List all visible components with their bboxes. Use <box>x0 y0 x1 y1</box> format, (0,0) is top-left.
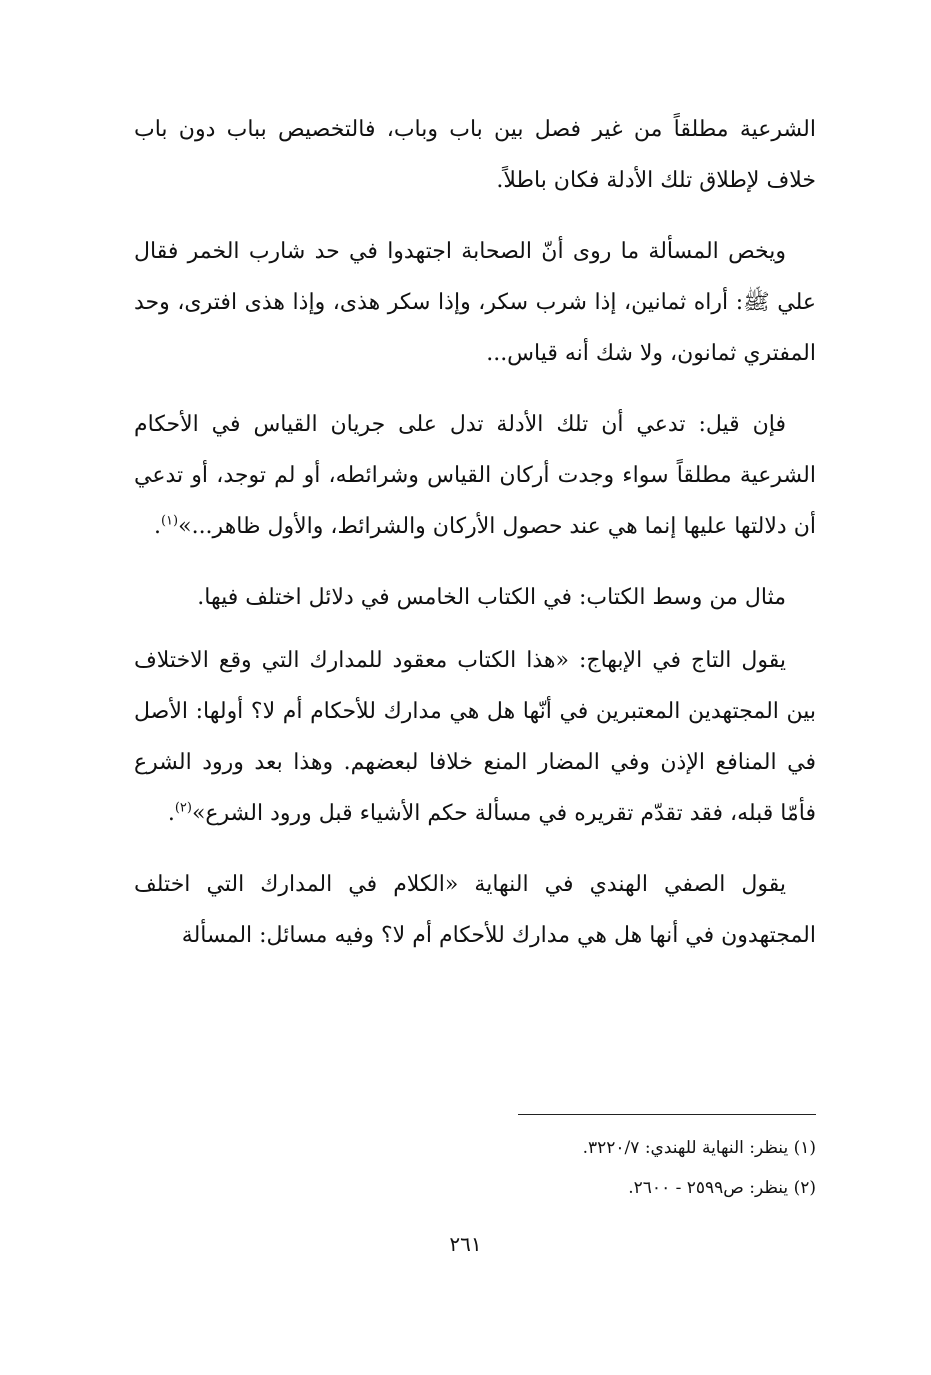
paragraph-5-tail: . <box>167 801 175 826</box>
footnote-ref-2[interactable]: (٢) <box>174 800 192 816</box>
paragraph-6 <box>134 859 816 961</box>
footnote-ref-1[interactable]: (١) <box>160 513 179 529</box>
paragraph-1 <box>134 104 816 206</box>
footnote-divider <box>518 1114 816 1115</box>
paragraph-2 <box>134 226 816 379</box>
footnotes <box>134 1128 816 1208</box>
paragraph-4-text: مثال من وسط الكتاب: في الكتاب الخامس في دلائل اختلف فيها. <box>197 585 786 610</box>
paragraph-3-text: فإن قيل: تدعي أن تلك الأدلة تدل على جريان القياس في الأحكام الشرعية مطلقاً سواء وجدت أركان القياس وشرائطه، أو لم توجد، أو تدعي أن دلالتها عليها إنما هي عند حصول الأركان والشرائط، والأول ظاهر...» <box>134 412 816 539</box>
footnote-2: (٢) ينظر: ص٢٥٩٩ - ٢٦٠٠. <box>628 1178 816 1198</box>
paragraph-3-tail: . <box>153 514 161 539</box>
paragraph-1-text: الشرعية مطلقاً من غير فصل بين باب وباب، فالتخصيص بباب دون باب خلاف لإطلاق تلك الأدلة فكان باطلاً. <box>134 117 816 193</box>
paragraph-3 <box>134 399 816 552</box>
paragraph-6-text: يقول الصفي الهندي في النهاية «الكلام في المدارك التي اختلف المجتهدون في أنها هل هي مدارك للأحكام أم لا؟ وفيه مسائل: المسألة <box>134 872 816 948</box>
paragraph-5 <box>134 635 816 839</box>
page-number: ٢٦١ <box>449 1232 482 1256</box>
paragraph-4 <box>134 572 816 623</box>
footnote-1: (١) ينظر: النهاية للهندي: ٣٢٢٠/٧. <box>582 1138 816 1158</box>
paragraph-2-text: ويخص المسألة ما روى أنّ الصحابة اجتهدوا في حد شارب الخمر فقال علي ﷺ: أراه ثمانين، إذا شرب سكر، وإذا سكر هذى، وإذا هذى افترى، وحد المفتري ثمانون، ولا شك أنه قياس... <box>134 239 816 366</box>
paragraph-5-text: يقول التاج في الإبهاج: «هذا الكتاب معقود للمدارك التي وقع الاختلاف بين المجتهدين المعتبرين في أنّها هل هي مدارك للأحكام أم لا؟ أولها: الأصل في المنافع الإذن وفي المضار المنع خلافا لبعضهم. وهذا بعد ورود الشرع فأمّا قبله، فقد تقدّم تقريره في مسألة حكم الأشياء قبل ورود الشرع» <box>134 648 816 826</box>
body-text <box>134 104 816 981</box>
